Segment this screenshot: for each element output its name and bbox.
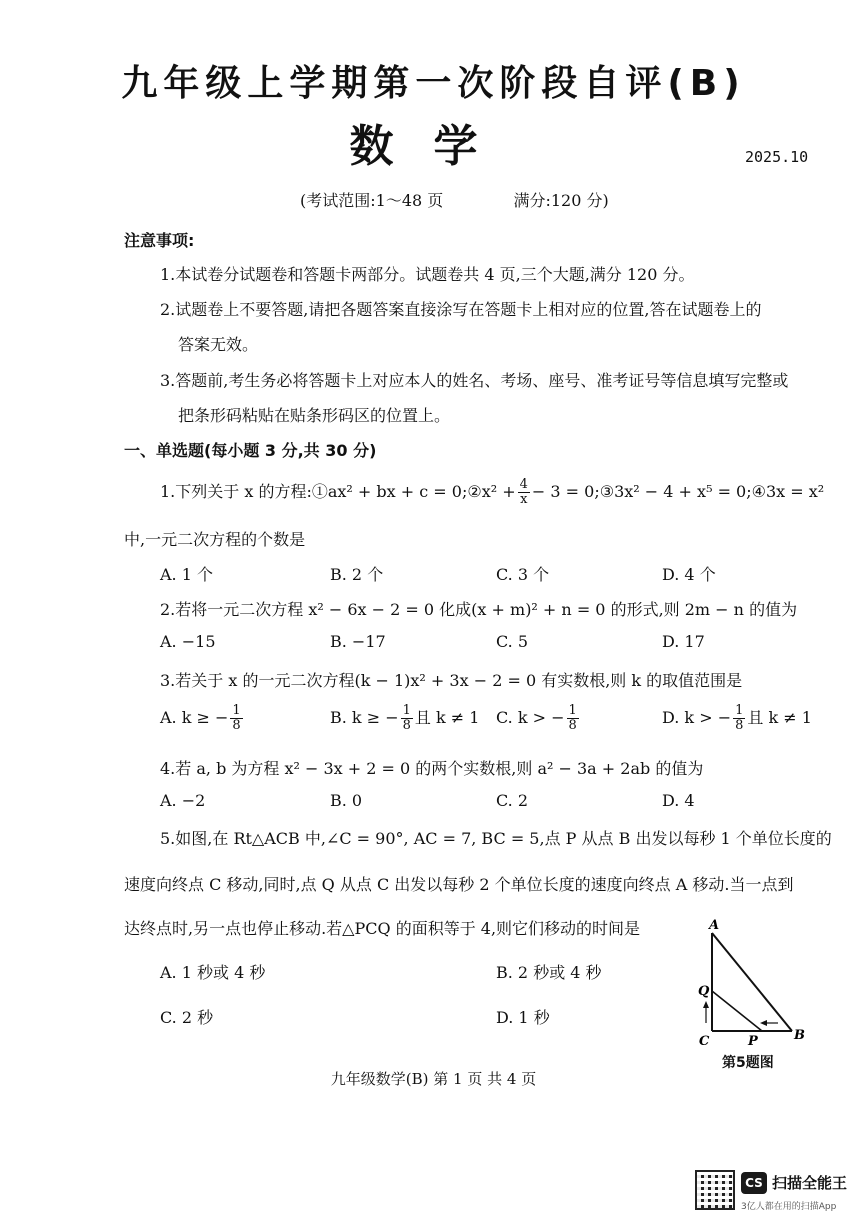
p-arrowhead: [760, 1020, 767, 1026]
q3-frac-num: 1: [735, 703, 744, 718]
q3-frac-den: 8: [568, 718, 577, 733]
segment-qp: [712, 991, 762, 1031]
q1-stem-a: 1.下列关于 x 的方程:①ax² + bx + c = 0;②x² +: [160, 482, 516, 501]
q3-frac-den: 8: [402, 718, 411, 733]
q1-stem-b: − 3 = 0;③3x² − 4 + x⁵ = 0;④3x = x²: [531, 482, 825, 501]
exam-title: 九年级上学期第一次阶段自评(B): [121, 63, 746, 104]
exam-scope: (考试范围:1～48 页: [300, 191, 444, 210]
q4-option-d: D. 4: [662, 791, 695, 810]
label-b: B: [794, 1028, 805, 1043]
note-item-2: 2.试题卷上不要答题,请把各题答案直接涂写在答题卡上相对应的位置,答在试题卷上的: [160, 300, 762, 319]
q2-stem: 2.若将一元二次方程 x² − 6x − 2 = 0 化成(x + m)² + n = 0 的形式,则 2m − n 的值为: [160, 600, 798, 619]
q3-option-b-text: B. k ≥ −: [330, 708, 399, 727]
q2-option-c: C. 5: [496, 632, 529, 651]
q3-frac-num: 1: [568, 703, 577, 718]
note-item-2-cont: 答案无效。: [178, 335, 259, 354]
q3-frac-num: 1: [232, 703, 241, 718]
q1-option-d: D. 4 个: [662, 565, 716, 584]
label-p: P: [748, 1034, 758, 1049]
q3-option-d-text: D. k > −: [662, 708, 732, 727]
q4-stem: 4.若 a, b 为方程 x² − 3x + 2 = 0 的两个实数根,则 a² − 3a + 2ab 的值为: [160, 759, 704, 778]
scanner-name: 扫描全能王: [772, 1174, 848, 1192]
q3-frac-num: 1: [402, 703, 411, 718]
exam-scope-line: [300, 188, 609, 211]
q5-figure-caption: 第5题图: [722, 1055, 774, 1071]
q2-option-a: A. −15: [160, 632, 216, 651]
label-a: A: [709, 918, 720, 933]
scanner-logo: CS: [741, 1172, 767, 1194]
q1-option-b: B. 2 个: [330, 565, 384, 584]
q5-option-d: D. 1 秒: [496, 1008, 550, 1027]
q1-option-c: C. 3 个: [496, 565, 550, 584]
q5-option-c: C. 2 秒: [160, 1008, 214, 1027]
q2-option-d: D. 17: [662, 632, 705, 651]
q3-option-a-text: A. k ≥ −: [160, 708, 229, 727]
notes-title: 注意事项:: [124, 231, 195, 250]
q3-frac-den: 8: [232, 718, 241, 733]
q4-option-b: B. 0: [330, 791, 363, 810]
q3-option-c: [496, 704, 581, 733]
q3-option-d-tail: 且 k ≠ 1: [747, 708, 812, 727]
q-arrowhead: [703, 1001, 709, 1008]
page-footer: 九年级数学(B) 第 1 页 共 4 页: [330, 1070, 537, 1088]
q5-figure: [690, 915, 815, 1050]
q5-option-a: A. 1 秒或 4 秒: [160, 963, 266, 982]
q5-line-3: 达终点时,另一点也停止移动.若△PCQ 的面积等于 4,则它们移动的时间是: [124, 919, 641, 938]
q5-option-b: B. 2 秒或 4 秒: [496, 963, 602, 982]
note-item-3-cont: 把条形码粘贴在贴条形码区的位置上。: [178, 406, 451, 425]
q1-stem: [160, 478, 824, 507]
q3-option-c-text: C. k > −: [496, 708, 565, 727]
q3-option-b-frac: [401, 704, 413, 733]
q3-stem: 3.若关于 x 的一元二次方程(k − 1)x² + 3x − 2 = 0 有实数根,则 k 的取值范围是: [160, 671, 743, 690]
q1-frac-den: x: [520, 492, 528, 507]
q3-option-a: [160, 704, 245, 733]
q1-frac-num: 4: [519, 477, 528, 492]
label-c: C: [699, 1034, 710, 1049]
q3-option-d: [662, 704, 812, 733]
q2-option-b: B. −17: [330, 632, 386, 651]
note-item-1: 1.本试卷分试题卷和答题卡两部分。试题卷共 4 页,三个大题,满分 120 分。: [160, 265, 695, 284]
q3-frac-den: 8: [735, 718, 744, 733]
q3-option-c-frac: [567, 704, 579, 733]
full-score: 满分:120 分): [513, 191, 609, 210]
section-title: 一、单选题(每小题 3 分,共 30 分): [124, 441, 377, 460]
side-ab: [712, 933, 792, 1031]
scanner-tagline: 3亿人都在用的扫描App: [741, 1202, 837, 1212]
q3-option-a-frac: [230, 704, 242, 733]
q1-option-a: A. 1 个: [160, 565, 213, 584]
label-q: Q: [698, 984, 710, 999]
q4-option-a: A. −2: [160, 791, 206, 810]
q5-line-2: 速度向终点 C 移动,同时,点 Q 从点 C 出发以每秒 2 个单位长度的速度向终点 A 移动.当一点到: [124, 875, 794, 894]
q3-option-b: [330, 704, 479, 733]
qr-code-icon: [695, 1170, 735, 1210]
q5-line-1: 5.如图,在 Rt△ACB 中,∠C = 90°, AC = 7, BC = 5,点 P 从点 B 出发以每秒 1 个单位长度的: [160, 829, 832, 848]
exam-date: 2025.10: [745, 148, 809, 166]
q3-option-b-tail: 且 k ≠ 1: [414, 708, 480, 727]
subject-title: 数学: [349, 121, 518, 172]
q1-fraction: [518, 478, 530, 507]
q4-option-c: C. 2: [496, 791, 529, 810]
q1-stem-cont: 中,一元二次方程的个数是: [124, 530, 306, 549]
note-item-3: 3.答题前,考生务必将答题卡上对应本人的姓名、考场、座号、准考证号等信息填写完整或: [160, 371, 789, 390]
q3-option-d-frac: [733, 704, 745, 733]
